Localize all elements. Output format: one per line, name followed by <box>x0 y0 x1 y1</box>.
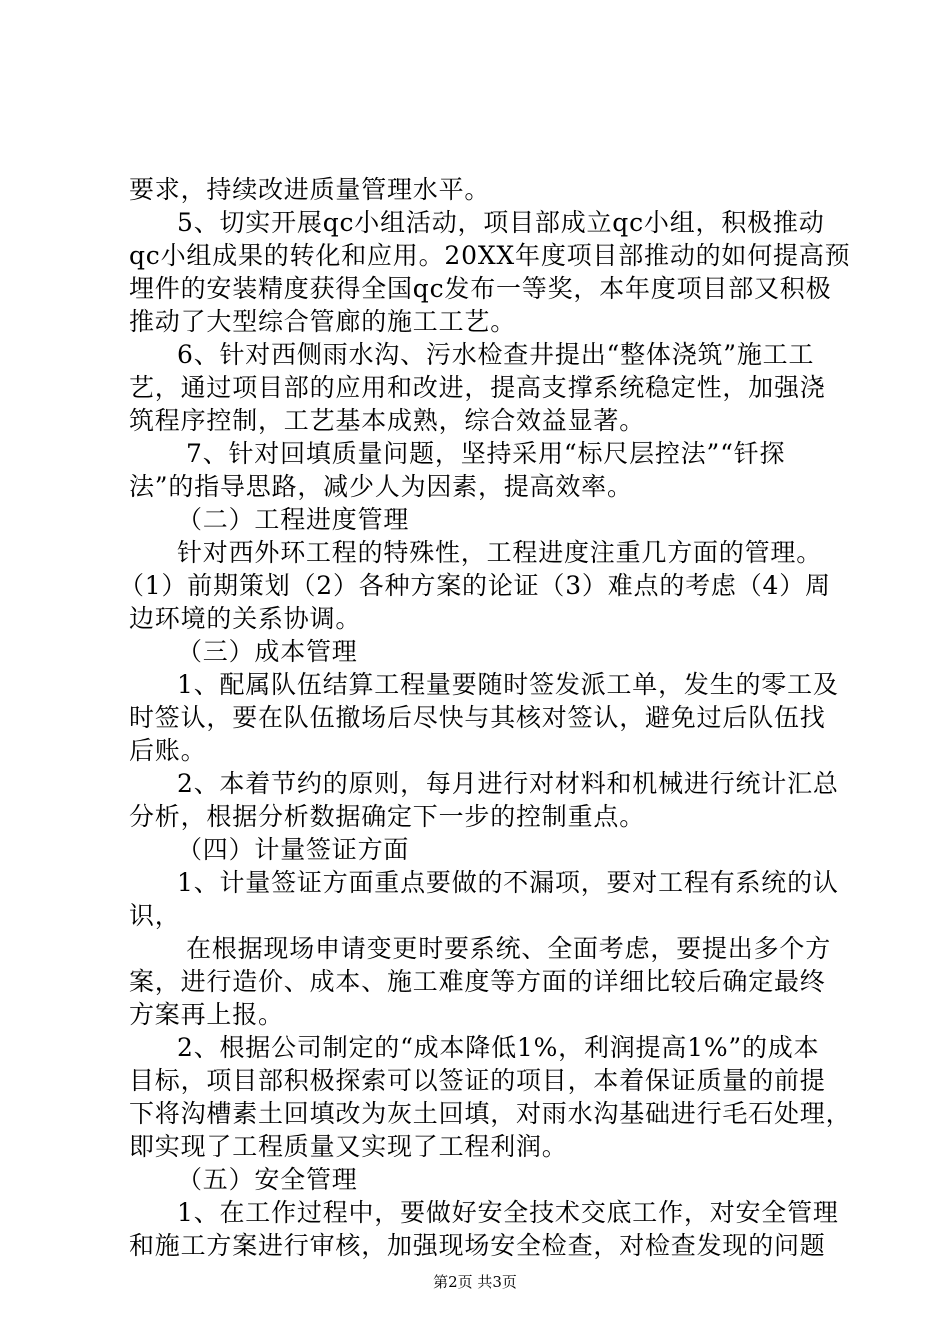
body-line-5: 推动了大型综合管廊的施工工艺。 <box>129 307 517 336</box>
body-line-14: 边环境的关系协调。 <box>129 604 362 633</box>
body-line-23: 识， <box>129 901 181 930</box>
body-line-3: qc小组成果的转化和应用。20XX年度项目部推动的如何提高预 <box>129 241 851 270</box>
body-line-33: 和施工方案进行审核，加强现场安全检查，对检查发现的问题 <box>129 1231 826 1260</box>
body-line-30: 即实现了工程质量又实现了工程利润。 <box>129 1132 568 1161</box>
body-line-17: 时签认，要在队伍撤场后尽快与其核对签认，避免过后队伍找 <box>129 703 826 732</box>
body-line-9: 7、针对回填质量问题，坚持采用“标尺层控法”“钎探 <box>186 439 786 468</box>
body-line-7: 艺，通过项目部的应用和改进，提高支撑系统稳定性，加强浇 <box>129 373 826 402</box>
body-line-6: 6、针对西侧雨水沟、污水检查井提出“整体浇筑”施工工 <box>177 340 815 369</box>
body-line-18: 后账。 <box>129 736 207 765</box>
body-line-4: 埋件的安装精度获得全国qc发布一等奖，本年度项目部又积极 <box>129 274 832 303</box>
body-line-26: 方案再上报。 <box>129 1000 284 1029</box>
section-heading-2: （二）工程进度管理 <box>177 505 410 534</box>
body-line-10: 法”的指导思路，减少人为因素，提高效率。 <box>129 472 633 501</box>
body-line-16: 1、配属队伍结算工程量要随时签发派工单，发生的零工及 <box>177 670 839 699</box>
body-line-24: 在根据现场申请变更时要系统、全面考虑，要提出多个方 <box>186 934 832 963</box>
body-line-28: 目标，项目部积极探索可以签证的项目，本着保证质量的前提 <box>129 1066 826 1095</box>
body-line-32: 1、在工作过程中，要做好安全技术交底工作，对安全管理 <box>177 1198 839 1227</box>
body-line-2: 5、切实开展qc小组活动，项目部成立qc小组，积极推动 <box>177 208 825 237</box>
body-line-13: （1）前期策划（2）各种方案的论证（3）难点的考虑（4）周 <box>119 571 831 600</box>
page-footer: 第2页 共3页 <box>433 1273 517 1291</box>
body-line-22: 1、计量签证方面重点要做的不漏项，要对工程有系统的认 <box>177 868 839 897</box>
body-line-27: 2、根据公司制定的“成本降低1%，利润提高1%”的成本 <box>177 1033 820 1062</box>
section-heading-4: （四）计量签证方面 <box>177 835 410 864</box>
section-heading-3: （三）成本管理 <box>177 637 358 666</box>
body-line-1: 要求，持续改进质量管理水平。 <box>129 175 491 204</box>
body-line-8: 筑程序控制，工艺基本成熟，综合效益显著。 <box>129 406 646 435</box>
body-line-25: 案，进行造价、成本、施工难度等方面的详细比较后确定最终 <box>129 967 826 996</box>
body-line-19: 2、本着节约的原则，每月进行对材料和机械进行统计汇总 <box>177 769 839 798</box>
body-line-20: 分析，根据分析数据确定下一步的控制重点。 <box>129 802 646 831</box>
body-line-29: 下将沟槽素土回填改为灰土回填，对雨水沟基础进行毛石处理， <box>129 1099 852 1128</box>
section-heading-5: （五）安全管理 <box>177 1165 358 1194</box>
body-line-12: 针对西外环工程的特殊性，工程进度注重几方面的管理。 <box>177 538 823 567</box>
